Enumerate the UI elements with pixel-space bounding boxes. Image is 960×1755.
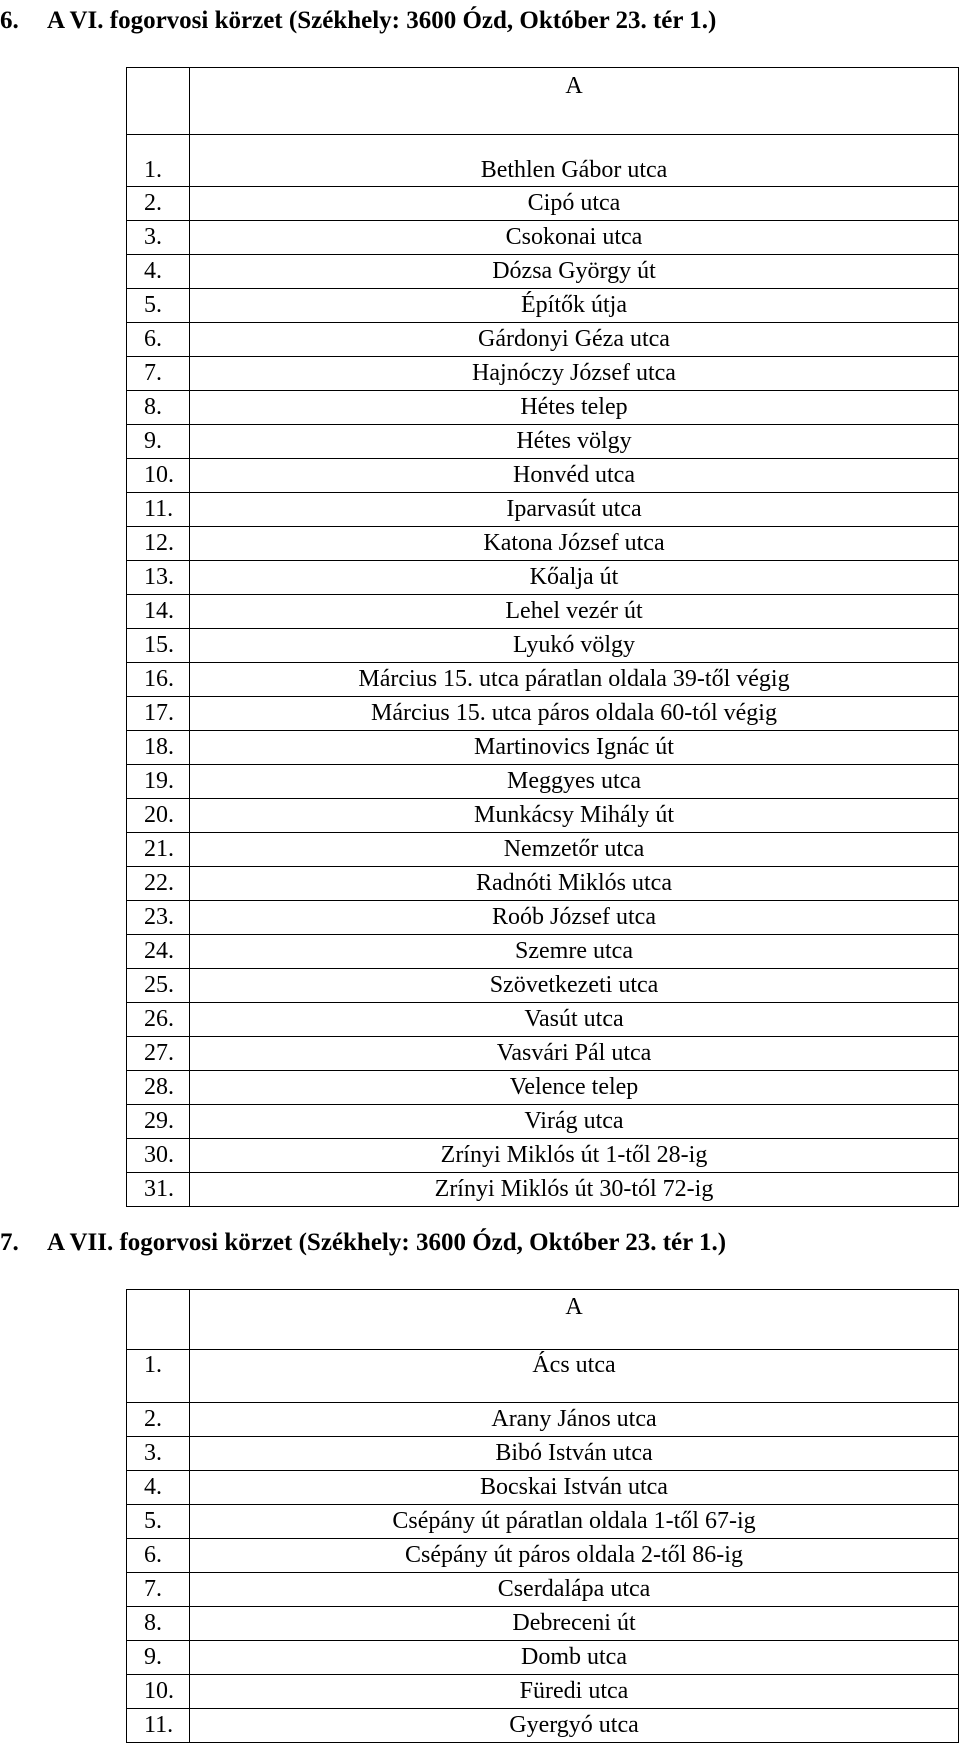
street-name: Martinovics Ignác út [190, 731, 959, 765]
street-name: Meggyes utca [190, 765, 959, 799]
street-name: Zrínyi Miklós út 1-től 28-ig [190, 1139, 959, 1173]
street-name: Gárdonyi Géza utca [190, 323, 959, 357]
street-name: Gyergyó utca [190, 1709, 959, 1743]
table-row [127, 901, 959, 935]
row-number: 6. [127, 323, 190, 357]
row-number: 1. [127, 135, 190, 187]
section-title: A VII. fogorvosi körzet (Székhely: 3600 Ózd, Október 23. tér 1.) [47, 1229, 727, 1256]
table-row [127, 935, 959, 969]
street-name: Virág utca [190, 1105, 959, 1139]
row-number: 1. [127, 1350, 190, 1403]
table-row [127, 1350, 959, 1403]
table-row [127, 595, 959, 629]
street-name: Csépány út páratlan oldala 1-től 67-ig [190, 1505, 959, 1539]
table-row [127, 1709, 959, 1743]
table-row [127, 1607, 959, 1641]
row-number: 4. [127, 255, 190, 289]
table-header-row [127, 68, 959, 135]
row-number: 22. [127, 867, 190, 901]
street-name: Debreceni út [190, 1607, 959, 1641]
table-row [127, 289, 959, 323]
table-row [127, 969, 959, 1003]
table-row [127, 1105, 959, 1139]
table-row [127, 425, 959, 459]
row-number: 3. [127, 1437, 190, 1471]
row-number: 3. [127, 221, 190, 255]
row-number: 16. [127, 663, 190, 697]
table-row [127, 1173, 959, 1207]
street-name: Ács utca [190, 1350, 959, 1403]
row-number: 24. [127, 935, 190, 969]
table-row [127, 357, 959, 391]
table-row [127, 459, 959, 493]
street-name: Lyukó völgy [190, 629, 959, 663]
row-number: 8. [127, 391, 190, 425]
table-row [127, 1139, 959, 1173]
table-row [127, 187, 959, 221]
table-row [127, 697, 959, 731]
street-name: Hétes völgy [190, 425, 959, 459]
row-number: 26. [127, 1003, 190, 1037]
row-number: 18. [127, 731, 190, 765]
row-number: 29. [127, 1105, 190, 1139]
row-number: 23. [127, 901, 190, 935]
street-name: Március 15. utca páros oldala 60-tól végig [190, 697, 959, 731]
row-number: 7. [127, 357, 190, 391]
row-number: 10. [127, 459, 190, 493]
table-row [127, 731, 959, 765]
row-number: 12. [127, 527, 190, 561]
section-number: 6. [0, 7, 19, 34]
street-name: Vasút utca [190, 1003, 959, 1037]
street-name: Bethlen Gábor utca [190, 135, 959, 187]
column-header: A [190, 68, 959, 135]
street-name: Nemzetőr utca [190, 833, 959, 867]
row-number: 31. [127, 1173, 190, 1207]
street-name: Szövetkezeti utca [190, 969, 959, 1003]
section-heading-7 [0, 1228, 726, 1258]
section-number: 7. [0, 1229, 19, 1256]
row-number: 14. [127, 595, 190, 629]
table-row [127, 663, 959, 697]
row-number: 9. [127, 425, 190, 459]
street-name: Cserdalápa utca [190, 1573, 959, 1607]
table-row [127, 255, 959, 289]
table-row [127, 561, 959, 595]
table-row [127, 1403, 959, 1437]
header-blank-cell [127, 1290, 190, 1350]
header-blank-cell [127, 68, 190, 135]
street-name: Lehel vezér út [190, 595, 959, 629]
street-name: Hétes telep [190, 391, 959, 425]
table-row [127, 1505, 959, 1539]
row-number: 8. [127, 1607, 190, 1641]
table-row [127, 135, 959, 187]
street-name: Domb utca [190, 1641, 959, 1675]
table-row [127, 221, 959, 255]
street-name: Honvéd utca [190, 459, 959, 493]
row-number: 5. [127, 289, 190, 323]
street-name: Építők útja [190, 289, 959, 323]
street-table-district-6 [126, 67, 959, 1207]
row-number: 11. [127, 1709, 190, 1743]
table-row [127, 1437, 959, 1471]
row-number: 5. [127, 1505, 190, 1539]
street-name: Március 15. utca páratlan oldala 39-től végig [190, 663, 959, 697]
row-number: 21. [127, 833, 190, 867]
table-row [127, 833, 959, 867]
street-name: Vasvári Pál utca [190, 1037, 959, 1071]
table-header-row [127, 1290, 959, 1350]
table-row [127, 1641, 959, 1675]
table-row [127, 1675, 959, 1709]
table-row [127, 1037, 959, 1071]
row-number: 15. [127, 629, 190, 663]
street-name: Katona József utca [190, 527, 959, 561]
row-number: 9. [127, 1641, 190, 1675]
table-row [127, 391, 959, 425]
section-title: A VI. fogorvosi körzet (Székhely: 3600 Ózd, Október 23. tér 1.) [47, 7, 717, 34]
row-number: 20. [127, 799, 190, 833]
table-row [127, 527, 959, 561]
table-row [127, 867, 959, 901]
column-header: A [190, 1290, 959, 1350]
street-name: Bocskai István utca [190, 1471, 959, 1505]
street-name: Zrínyi Miklós út 30-tól 72-ig [190, 1173, 959, 1207]
street-name: Kőalja út [190, 561, 959, 595]
row-number: 19. [127, 765, 190, 799]
row-number: 17. [127, 697, 190, 731]
table-row [127, 1071, 959, 1105]
row-number: 2. [127, 187, 190, 221]
street-table-district-7 [126, 1289, 959, 1743]
row-number: 7. [127, 1573, 190, 1607]
row-number: 27. [127, 1037, 190, 1071]
table-row [127, 765, 959, 799]
row-number: 10. [127, 1675, 190, 1709]
row-number: 11. [127, 493, 190, 527]
table-row [127, 799, 959, 833]
row-number: 13. [127, 561, 190, 595]
street-name: Dózsa György út [190, 255, 959, 289]
table-row [127, 1539, 959, 1573]
row-number: 4. [127, 1471, 190, 1505]
street-name: Velence telep [190, 1071, 959, 1105]
street-name: Iparvasút utca [190, 493, 959, 527]
street-name: Szemre utca [190, 935, 959, 969]
street-name: Csokonai utca [190, 221, 959, 255]
row-number: 28. [127, 1071, 190, 1105]
street-name: Hajnóczy József utca [190, 357, 959, 391]
street-name: Munkácsy Mihály út [190, 799, 959, 833]
table-row [127, 323, 959, 357]
row-number: 25. [127, 969, 190, 1003]
street-name: Radnóti Miklós utca [190, 867, 959, 901]
row-number: 2. [127, 1403, 190, 1437]
table-row [127, 1003, 959, 1037]
row-number: 30. [127, 1139, 190, 1173]
street-name: Füredi utca [190, 1675, 959, 1709]
street-name: Cipó utca [190, 187, 959, 221]
street-name: Csépány út páros oldala 2-től 86-ig [190, 1539, 959, 1573]
street-name: Arany János utca [190, 1403, 959, 1437]
table-row [127, 1471, 959, 1505]
table-row [127, 493, 959, 527]
table-row [127, 629, 959, 663]
street-name: Bibó István utca [190, 1437, 959, 1471]
section-heading-6 [0, 6, 716, 36]
street-name: Roób József utca [190, 901, 959, 935]
table-row [127, 1573, 959, 1607]
row-number: 6. [127, 1539, 190, 1573]
